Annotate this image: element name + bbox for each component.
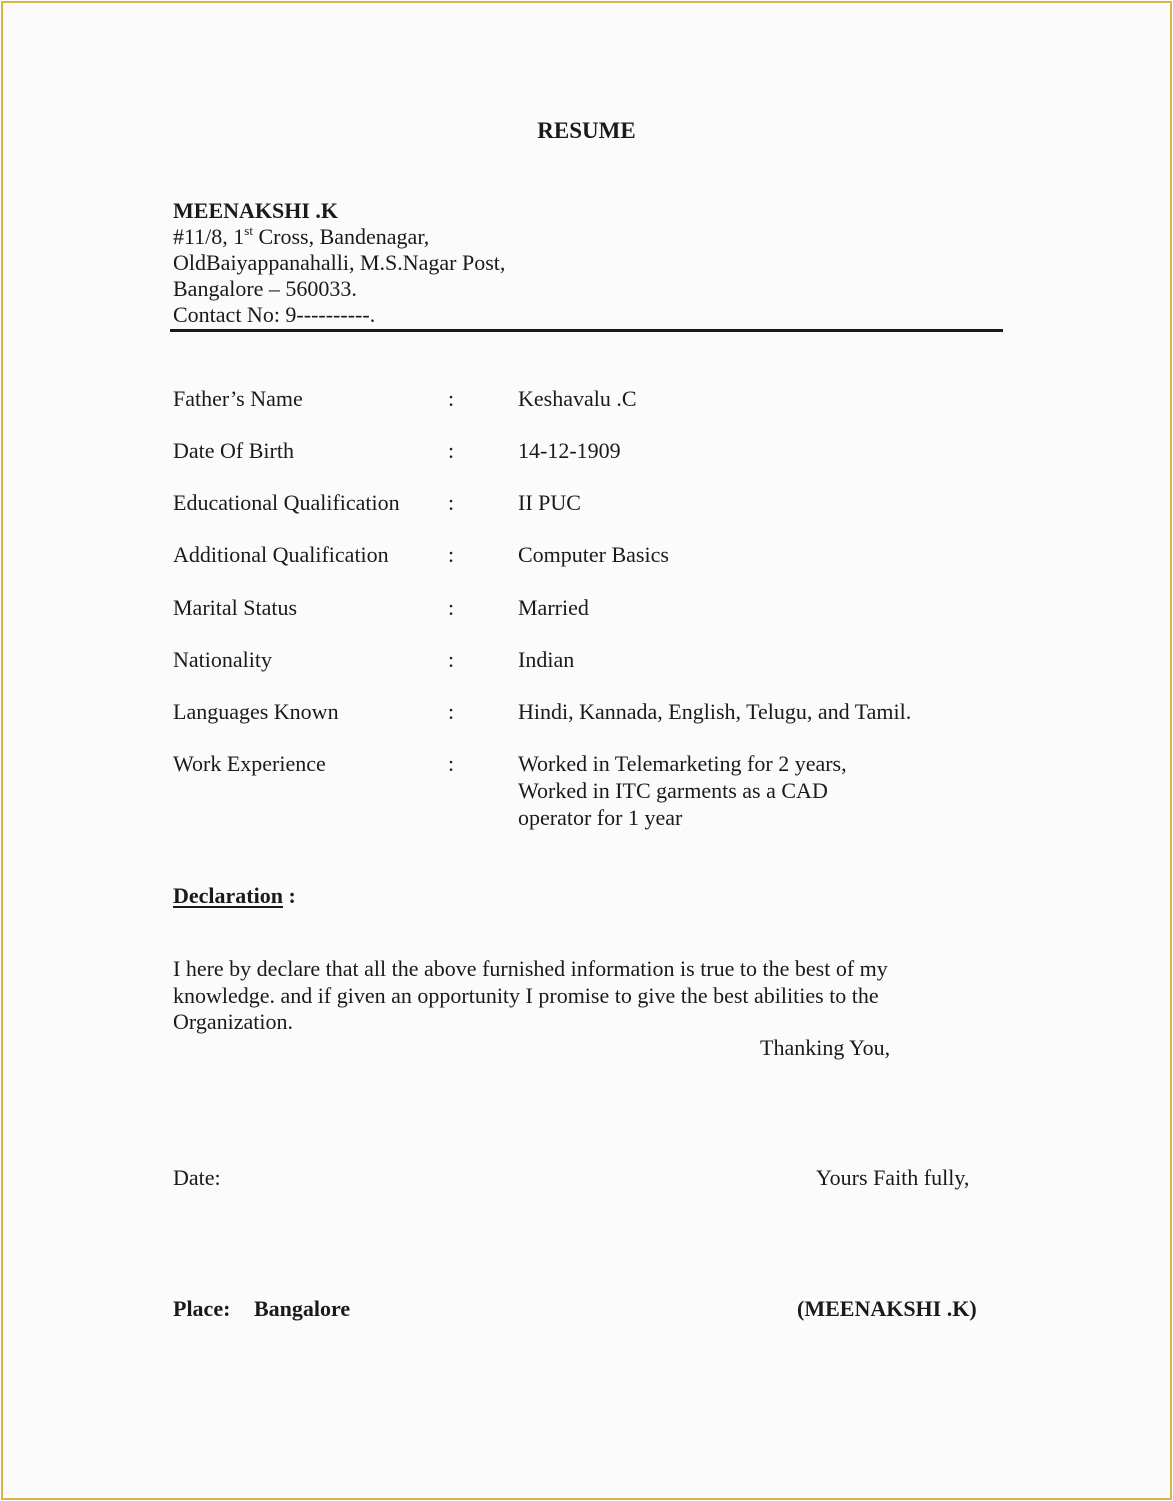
closing-text: Yours Faith fully, bbox=[816, 1165, 970, 1190]
detail-value: Keshavalu .C bbox=[518, 386, 637, 411]
detail-value: Indian bbox=[518, 647, 575, 672]
detail-colon: : bbox=[448, 751, 455, 776]
declaration-text: knowledge. and if given an opportunity I promise to give the best abilities to the bbox=[173, 983, 879, 1008]
detail-colon: : bbox=[448, 438, 455, 463]
date-label: Date: bbox=[173, 1165, 221, 1190]
detail-label: Marital Status bbox=[173, 595, 298, 620]
address-line-1: #11/8, 1st Cross, Bandenagar, bbox=[173, 223, 430, 249]
declaration-text: Organization. bbox=[173, 1009, 293, 1034]
detail-label: Father’s Name bbox=[173, 386, 303, 411]
detail-value: Worked in ITC garments as a CAD bbox=[518, 778, 828, 803]
place-label: Place: bbox=[173, 1296, 231, 1321]
detail-label: Additional Qualification bbox=[173, 542, 389, 567]
detail-label: Nationality bbox=[173, 647, 272, 672]
signature-name: (MEENAKSHI .K) bbox=[797, 1296, 977, 1321]
applicant-name: MEENAKSHI .K bbox=[173, 198, 339, 223]
detail-value: Worked in Telemarketing for 2 years, bbox=[518, 751, 847, 776]
detail-label: Educational Qualification bbox=[173, 490, 400, 515]
detail-colon: : bbox=[448, 647, 455, 672]
detail-colon: : bbox=[448, 595, 455, 620]
detail-value: 14-12-1909 bbox=[518, 438, 621, 463]
detail-colon: : bbox=[448, 699, 455, 724]
detail-value: Computer Basics bbox=[518, 542, 669, 567]
address-line-2: OldBaiyappanahalli, M.S.Nagar Post, bbox=[173, 250, 506, 275]
document-title: RESUME bbox=[537, 118, 636, 143]
detail-colon: : bbox=[448, 542, 455, 567]
declaration-text: I here by declare that all the above furnished information is true to the best of my bbox=[173, 956, 888, 981]
thanks-text: Thanking You, bbox=[760, 1035, 891, 1060]
address-line-3: Bangalore – 560033. bbox=[173, 276, 357, 301]
detail-label: Work Experience bbox=[173, 751, 326, 776]
header-divider bbox=[170, 329, 1003, 332]
place-value: Bangalore bbox=[254, 1296, 351, 1321]
detail-colon: : bbox=[448, 490, 455, 515]
detail-colon: : bbox=[448, 386, 455, 411]
detail-label: Languages Known bbox=[173, 699, 339, 724]
detail-value: Married bbox=[518, 595, 589, 620]
detail-value: Hindi, Kannada, English, Telugu, and Tamil. bbox=[518, 699, 912, 724]
detail-value: II PUC bbox=[518, 490, 581, 515]
declaration-heading: Declaration : bbox=[173, 883, 296, 908]
contact-number: Contact No: 9----------. bbox=[173, 302, 376, 327]
detail-label: Date Of Birth bbox=[173, 438, 294, 463]
detail-value: operator for 1 year bbox=[518, 805, 683, 830]
